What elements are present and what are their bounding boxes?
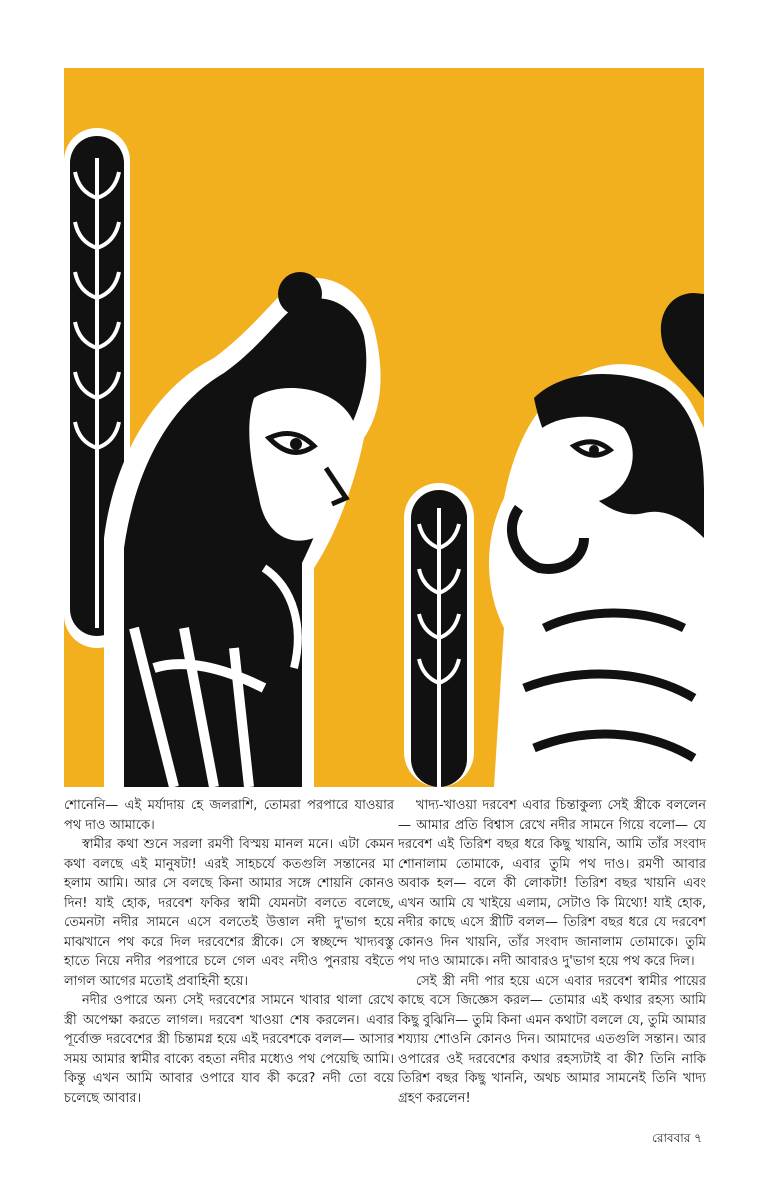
paragraph: শোনেনি— এই মর্যাদায় হে জলরাশি, তোমরা পরপারে যাওয়ার পথ দাও আমাকে। (64, 798, 394, 833)
article-right-column (398, 796, 706, 1108)
wheat-stalk-middle (404, 483, 474, 787)
page-folio: রোববার ৭ (651, 1131, 702, 1145)
paragraph: স্বামীর কথা শুনে সরলা রমণী বিস্ময় মানল মনে। এটা কেমন কথা বলছে এই মানুষটা! এরই সাহচর্যে কতগুলি সন্তানের মা হলাম আমি। আর সে বলছে কিনা আমার সঙ্গে শোয়নি কোনও দিন! যাই হোক, দরবেশ ফকির স্বামী যেমনটা বলতে বলেছে, তেমনটা নদীর সামনে এসে বলতেই উত্তাল নদী দু'ভাগ হয়ে মাঝখানে পথ করে দিল দরবেশের স্ত্রীকে। সে স্বচ্ছন্দে খাদ্যবস্তু হাতে নিয়ে নদীর পরপারে চলে গেল এবং নদীও পুনরায় বইতে লাগল আগের মতোই প্রবাহিনী হয়ে। (64, 837, 394, 989)
paragraph: খাদ্য-খাওয়া দরবেশ এবার চিন্তাকুল্য সেই স্ত্রীকে বললেন— আমার প্রতি বিশ্বাস রেখে নদীর সামনে গিয়ে বলো— যে দরবেশ এই তিরিশ বছর ধরে কিছু খায়নি, আমি তাঁর সংবাদ শোনালাম তোমাকে, এবার তুমি পথ দাও। রমণী আবার অবাক হল— বলে কী লোকটা! তিরিশ বছর খায়নি এবং এখন আমি যে খাইয়ে এলাম, সেটাও কি মিথ্যে! যাই হোক, নদীর কাছে এসে স্ত্রীটি বলল— তিরিশ বছর ধরে যে দরবেশ কোনও দিন খায়নি, তাঁর সংবাদ জানালাম তোমাকে। তুমি পথ দাও আমাকে। নদী আবারও দু'ভাগ হয়ে পথ করে দিল। (398, 798, 706, 969)
dervish-and-woman-illustration (64, 68, 704, 787)
article-left-column (64, 796, 394, 1108)
paragraph: নদীর ওপারে অন্য সেই দরবেশের সামনে খাবার থালা রেখে স্ত্রী অপেক্ষা করতে লাগল। দরবেশ খাওয়া শেষ করলেন। এবার পূর্বোক্ত দরবেশের স্ত্রী চিন্তামগ্ন হয়ে এই দরবেশকে বলল— আসার সময় আমার স্বামীর বাক্যে বহতা নদীর মধ্যেও পথ পেয়েছি আমি। কিন্তু এখন আমি আবার ওপারে যাব কী করে? নদী তো বয়ে চলেছে আবার। (64, 993, 394, 1106)
paragraph: সেই স্ত্রী নদী পার হয়ে এসে এবার দরবেশ স্বামীর পায়ের কাছে বসে জিজ্ঞেস করল— তোমার এই কথার রহস্য আমি কিছু বুঝিনি— তুমি কিনা এমন কথাটা বললে যে, তুমি আমার শয্যায় শোওনি কোনও দিন। আমাদের এতগুলি সন্তান। আর ওপারের ওই দরবেশের কথার রহস্যটাই বা কী? তিনি নাকি তিরিশ বছর কিছু খাননি, অথচ আমার সামনেই তিনি খাদ্য গ্রহণ করলেন! (398, 973, 706, 1106)
